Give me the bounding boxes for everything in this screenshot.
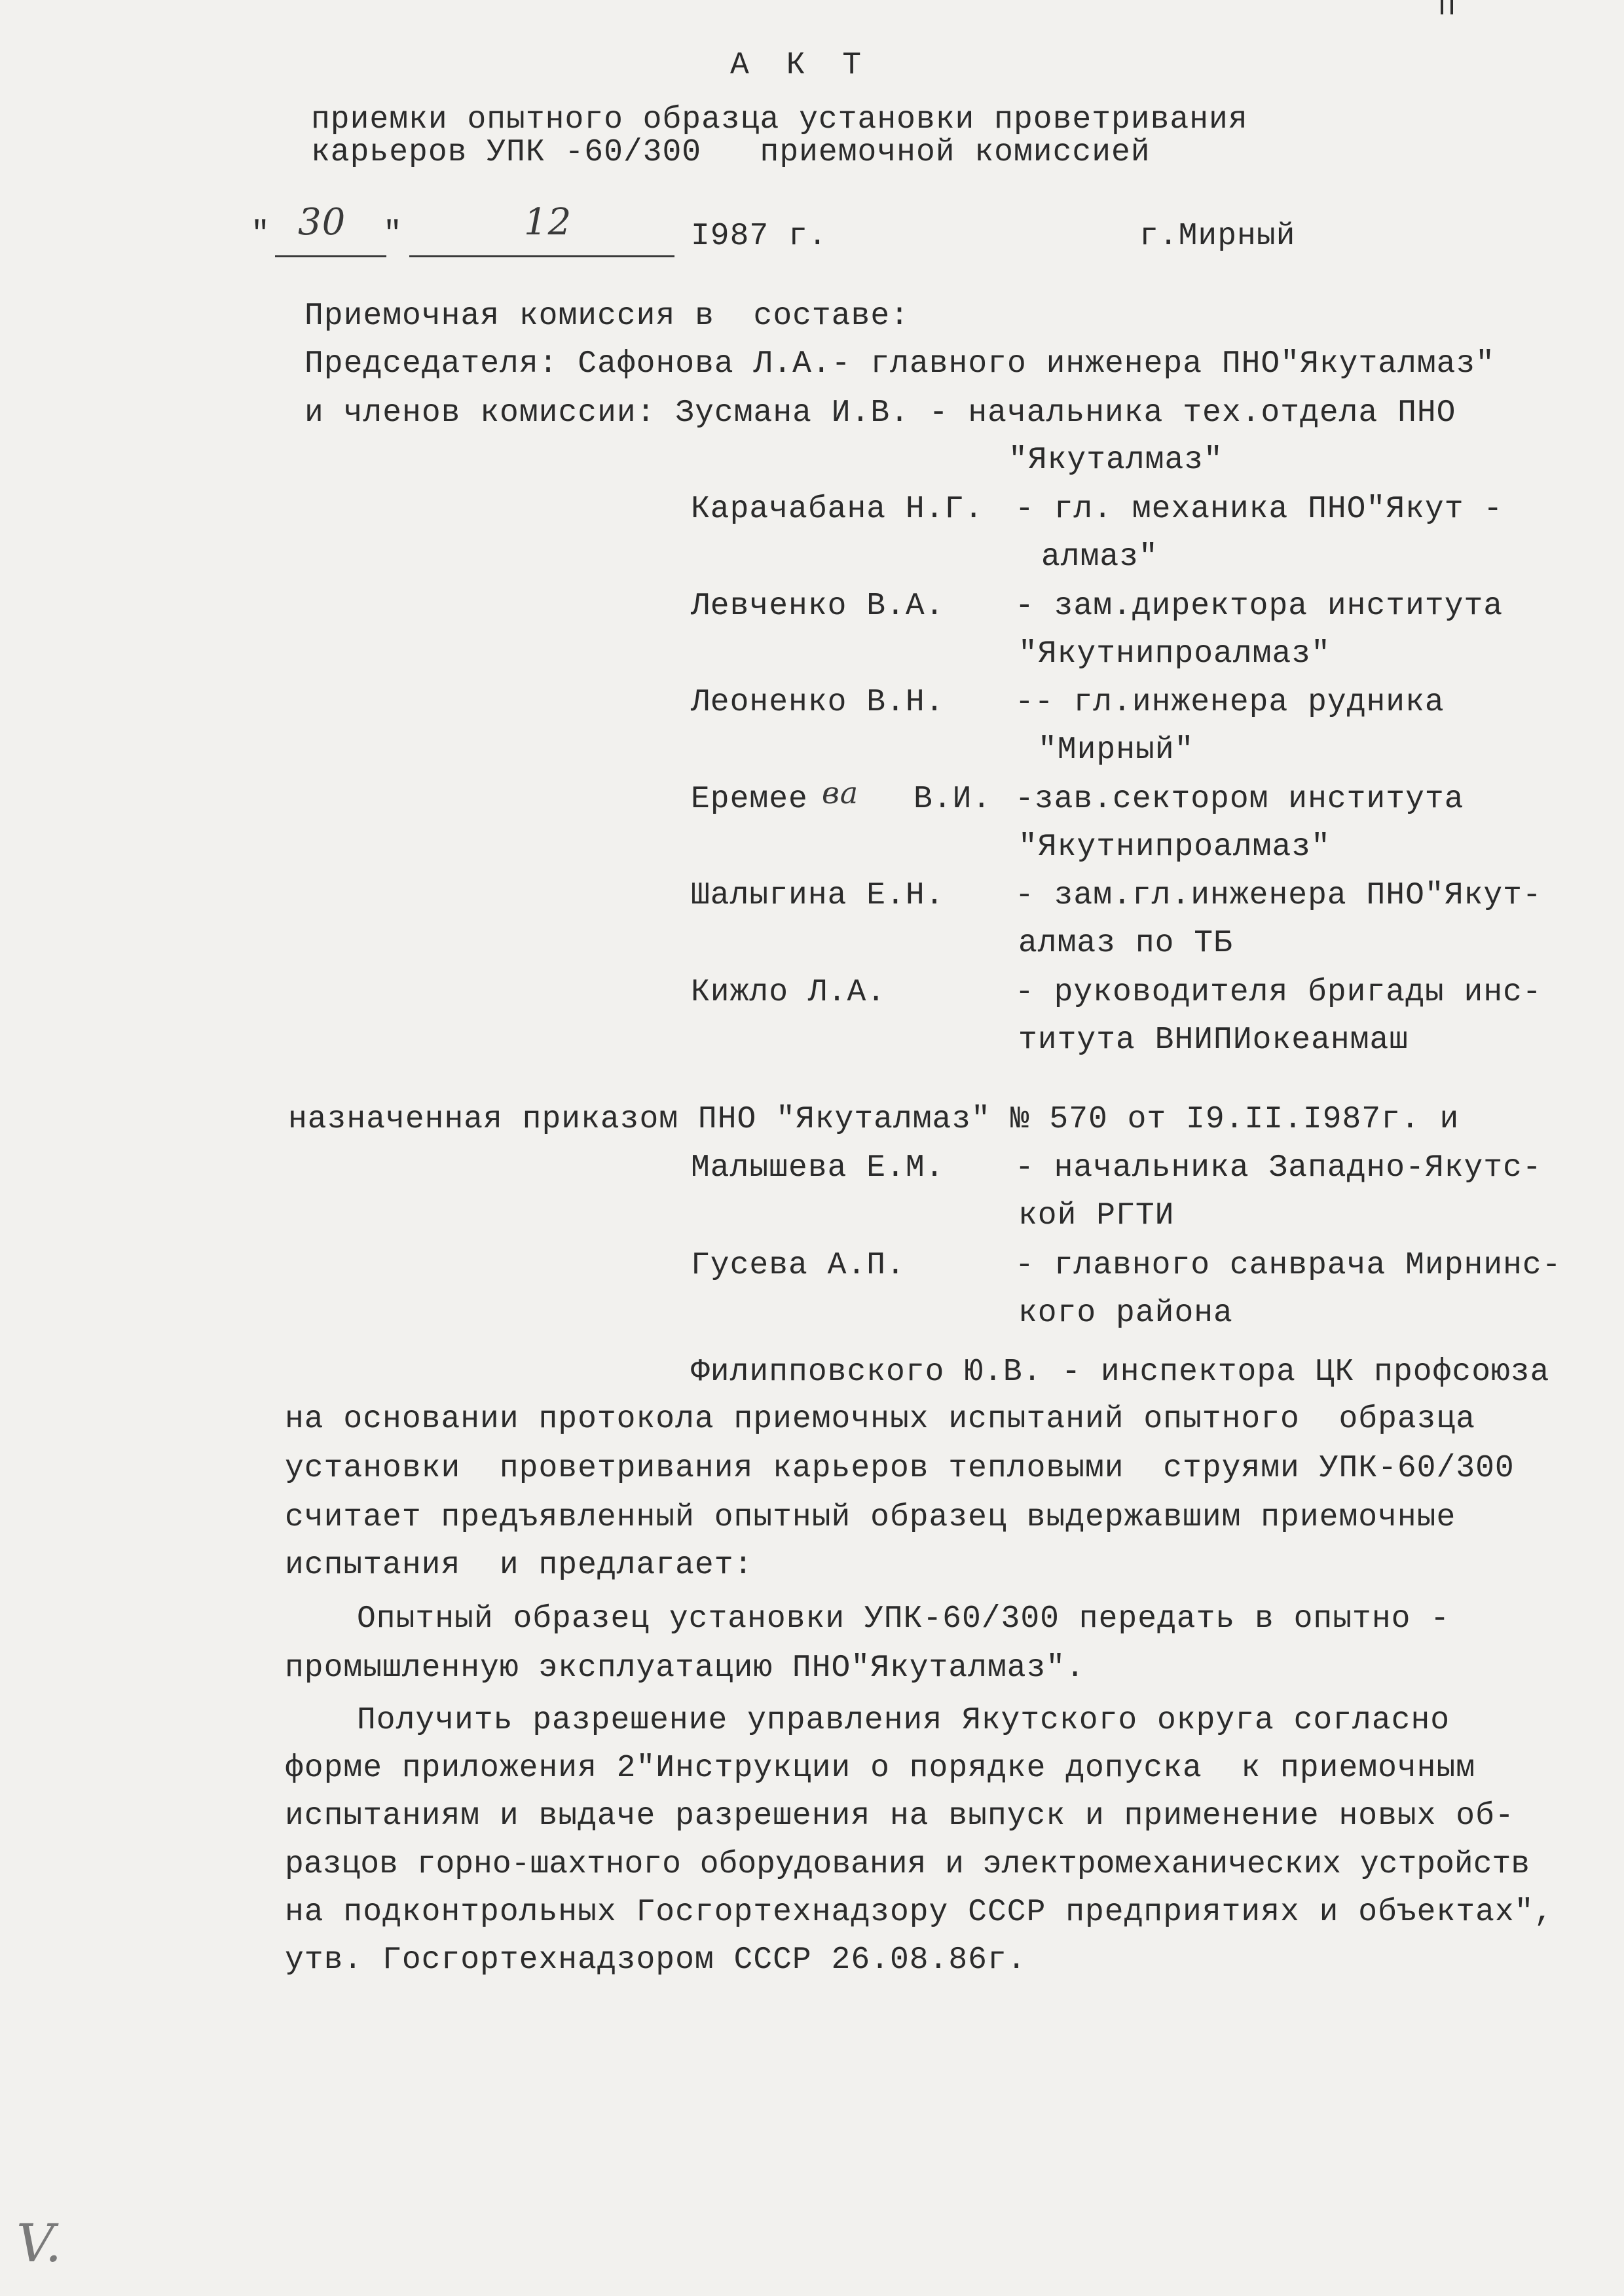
member-role: кой РГТИ — [1018, 1198, 1175, 1233]
member-role: кого района — [1018, 1296, 1233, 1331]
member-role: - зам.директора института — [1015, 589, 1504, 624]
date-month-line — [409, 255, 674, 257]
member-role: алмаз" — [1041, 539, 1158, 575]
body-text-line: испытаниям и выдаче разрешения на выпуск и применение новых об- — [285, 1798, 1515, 1834]
member-role: титута ВНИПИокеанмаш — [1018, 1023, 1409, 1058]
member-name: Карачабана Н.Г. — [691, 492, 984, 527]
member-role: -зав.сектором института — [1015, 782, 1464, 817]
member-name: Гусева А.П. — [691, 1248, 906, 1283]
document-title: А К Т — [730, 48, 871, 83]
member-name: Шалыгина Е.Н. — [691, 878, 945, 913]
body-text-line: Опытный образец установки УПК-60/300 передать в опытно - — [357, 1601, 1450, 1637]
member-role: - зам.гл.инженера ПНО"Якут- — [1015, 878, 1542, 913]
handwritten-correction: ва — [822, 775, 859, 811]
member-role: -- гл.инженера рудника — [1015, 685, 1445, 720]
member-name: Левченко В.А. — [691, 589, 945, 624]
document-year: I987 г. — [691, 219, 828, 254]
member-role: "Мирный" — [1038, 733, 1194, 768]
edge-mark — [1441, 0, 1443, 14]
date-close-quote: " — [383, 217, 403, 252]
commission-intro: Приемочная комиссия в составе: — [304, 299, 910, 334]
commission-last-member: Филипповского Ю.В. - инспектора ЦК профсоюза — [691, 1355, 1550, 1390]
member-name: В.И. — [913, 782, 992, 817]
body-text-line: Получить разрешение управления Якутского округа согласно — [357, 1703, 1450, 1738]
commission-order-line: назначенная приказом ПНО "Якуталмаз" № 570 от I9.II.I987г. и — [288, 1102, 1460, 1137]
commission-members-cont: "Якуталмаз" — [1008, 443, 1223, 478]
member-name: Кижло Л.А. — [691, 975, 887, 1010]
body-text-line: разцов горно-шахтного оборудования и электромеханических устройств — [285, 1847, 1530, 1882]
date-open-quote: " — [251, 217, 270, 252]
body-text-line: на подконтрольных Госгортехнадзору СССР предприятиях и объектах", — [285, 1895, 1554, 1930]
member-name: Малышева Е.М. — [691, 1150, 945, 1186]
body-text-line: промышленную эксплуатацию ПНО"Якуталмаз". — [285, 1650, 1085, 1686]
document-subtitle: приемки опытного образца установки проветривания — [311, 102, 1248, 137]
member-role: "Якутнипроалмаз" — [1018, 829, 1331, 865]
body-text-line: установки проветривания карьеров тепловыми струями УПК-60/300 — [285, 1451, 1515, 1486]
date-day-line — [275, 255, 386, 257]
body-text-line: считает предъявленный опытный образец выдержавшим приемочные — [285, 1500, 1456, 1535]
margin-scribble: V. — [16, 2213, 62, 2274]
body-text-line: на основании протокола приемочных испытаний опытного образца — [285, 1402, 1476, 1437]
edge-mark — [1450, 0, 1453, 14]
commission-members-line: и членов комиссии: Зусмана И.В. - начальника тех.отдела ПНО — [304, 395, 1456, 431]
member-name: Еремее — [691, 782, 808, 817]
member-role: "Якутнипроалмаз" — [1018, 636, 1331, 672]
document-city: г.Мирный — [1139, 219, 1296, 254]
member-role: - начальника Западно-Якутс- — [1015, 1150, 1542, 1186]
member-name: Леоненко В.Н. — [691, 685, 945, 720]
document-subtitle: карьеров УПК -60/300 приемочной комиссией — [311, 135, 1151, 170]
member-role: алмаз по ТБ — [1018, 926, 1233, 961]
member-role: - гл. механика ПНО"Якут - — [1015, 492, 1504, 527]
body-text-line: испытания и предлагает: — [285, 1548, 754, 1583]
handwritten-day: 30 — [298, 201, 346, 244]
handwritten-month: 12 — [524, 201, 572, 244]
member-role: - главного санврача Мирнинс- — [1015, 1248, 1562, 1283]
body-text-line: утв. Госгортехнадзором СССР 26.08.86г. — [285, 1942, 1027, 1978]
member-role: - руководителя бригады инс- — [1015, 975, 1542, 1010]
commission-chairman: Председателя: Сафонова Л.А.- главного инженера ПНО"Якуталмаз" — [304, 346, 1496, 382]
body-text-line: форме приложения 2"Инструкции о порядке допуска к приемочным — [285, 1751, 1476, 1786]
